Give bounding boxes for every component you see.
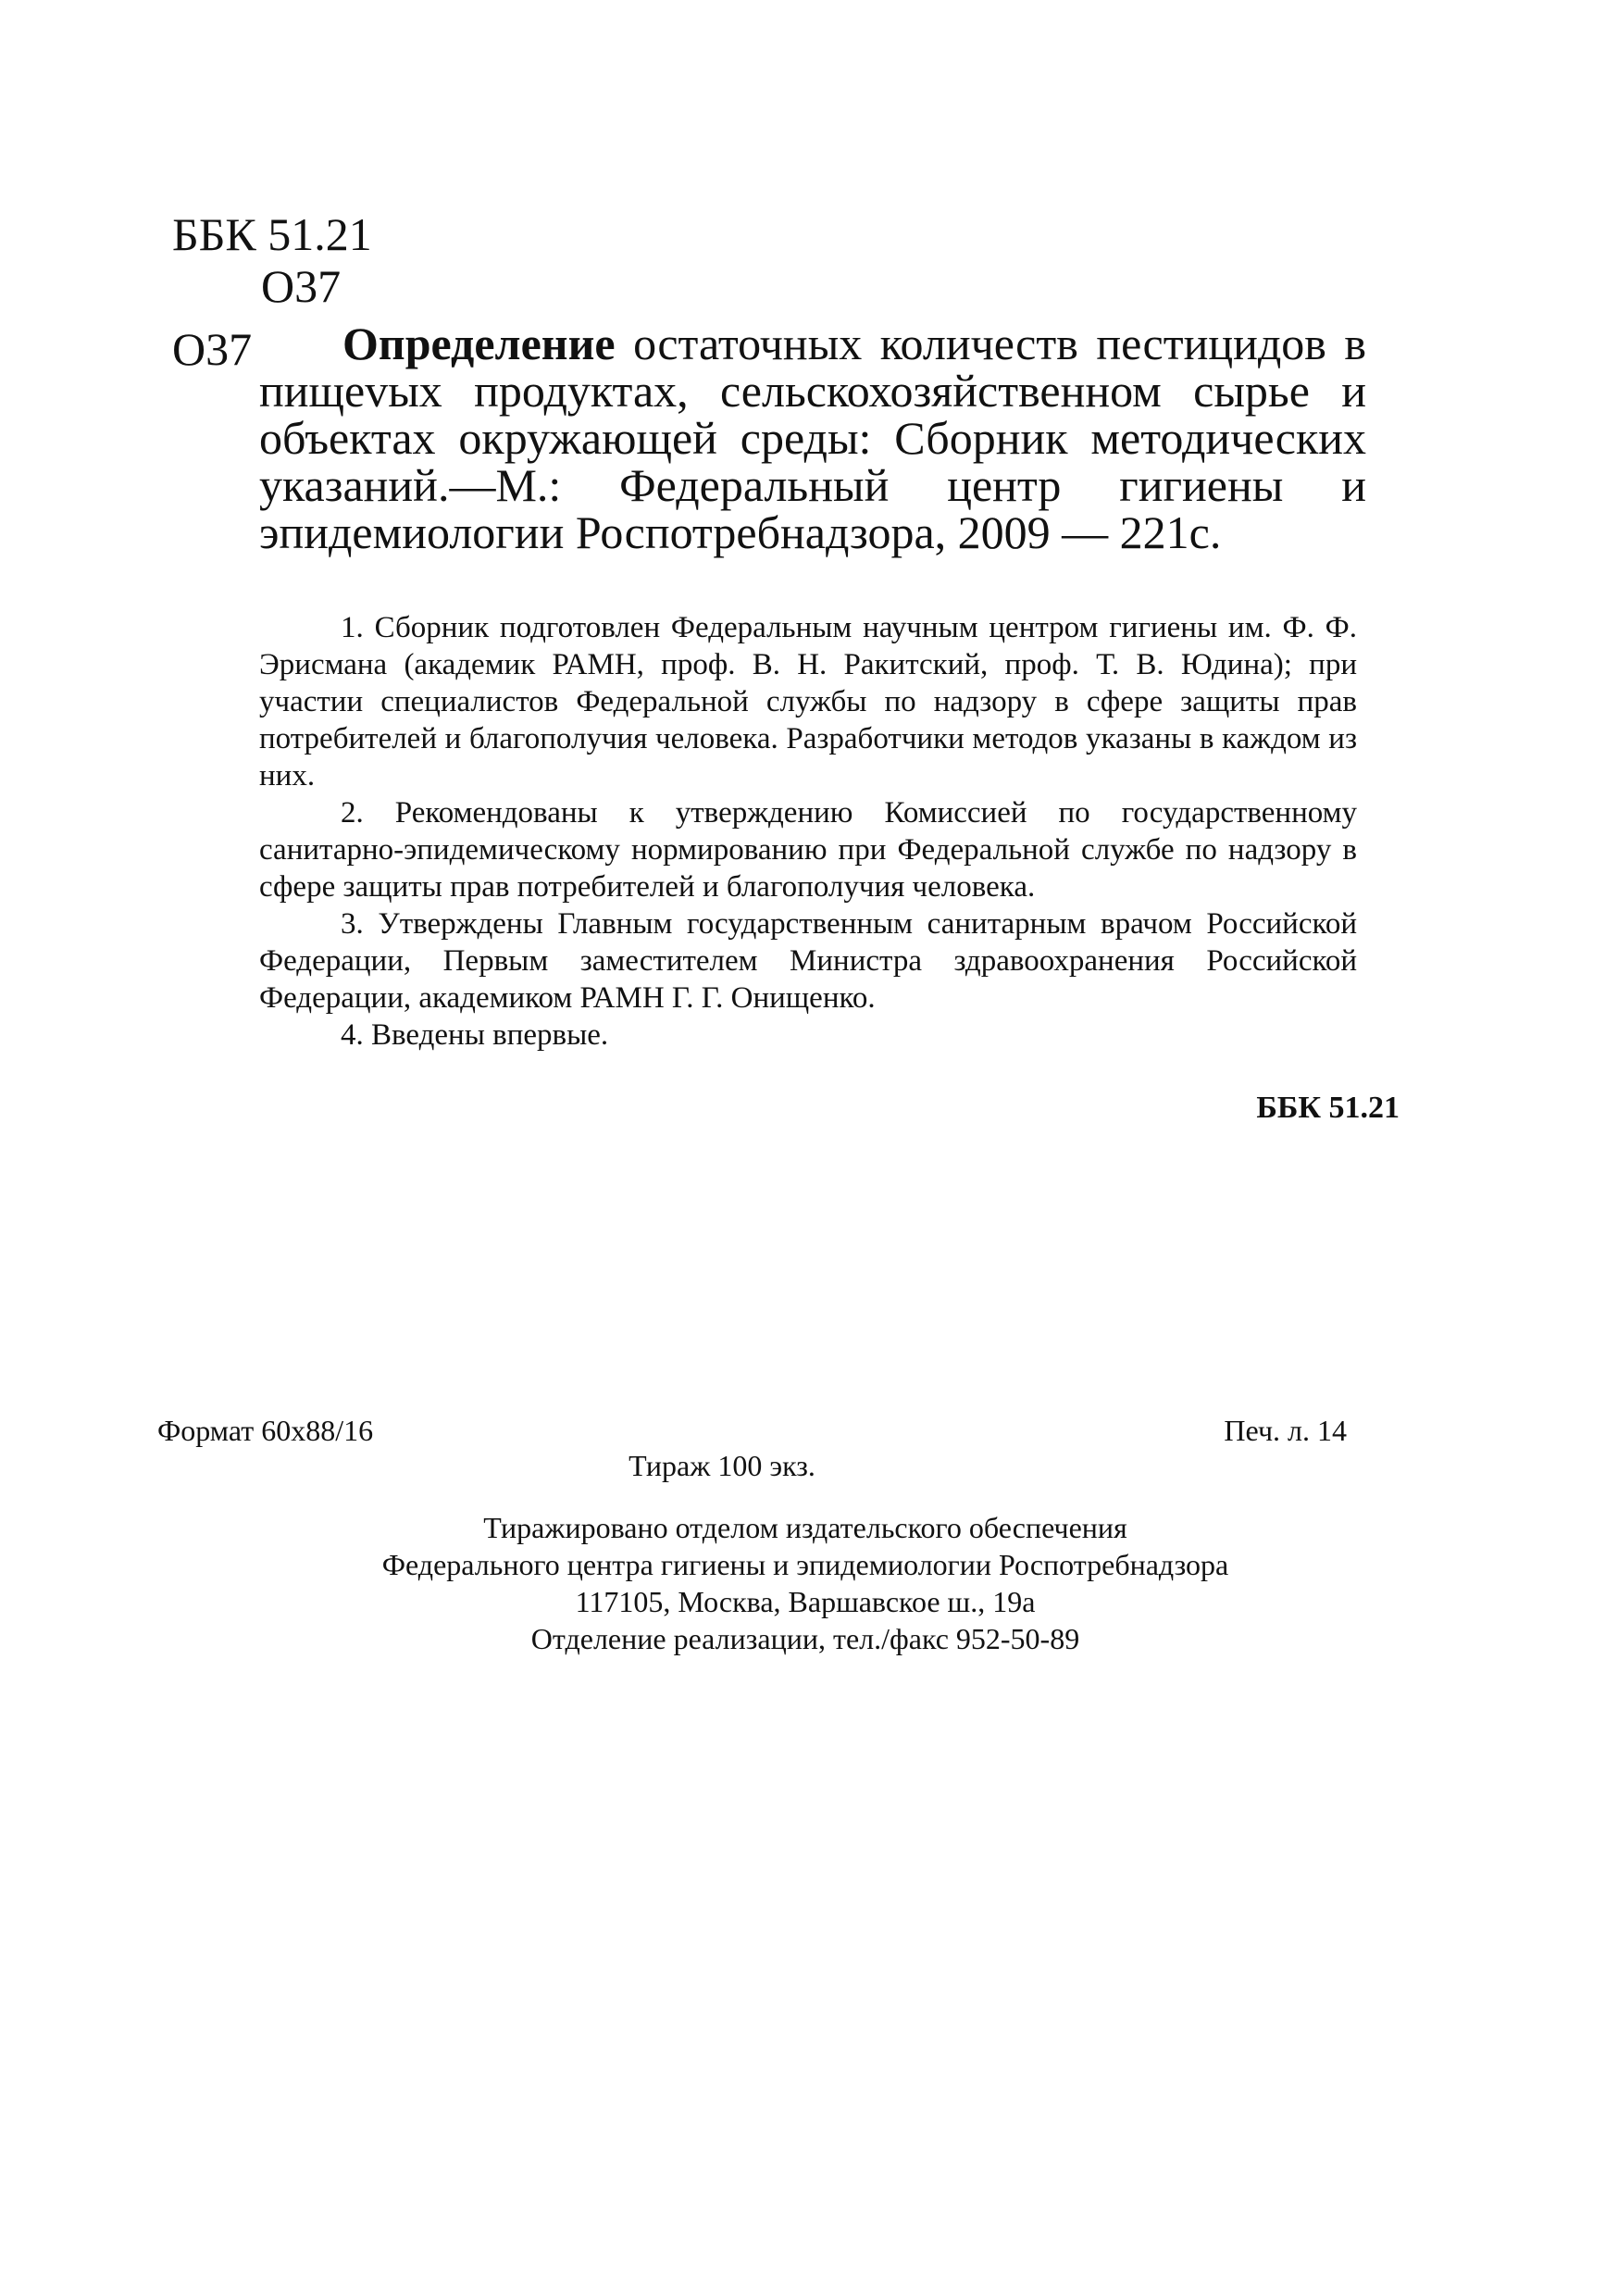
note-item: 1. Сборник подготовлен Федеральным научным центром гигиены им. Ф. Ф. Эрисмана (академик РАМН, проф. В. Н. Ракитский, проф. Т. В. Юдина); при участии специалистов Федеральной службы по надзору в сфере защиты прав потребителей и благополучия человека. Разработчики методов указаны в каждом из них. [259,611,1357,792]
record-code: О37 [172,323,253,375]
publisher-line: Федерального центра гигиены и эпидемиологии Роспотребнадзора [381,1548,1229,1581]
print-run: Тираж 100 экз. [629,1449,815,1482]
bibliographic-rest: остаточных количеств пестицидов в пищеvых продуктах, сельскохозяйственном сырье и объектах окружающей среды: Сборник методических указаний.—М.: Федеральный центр гигиены и эпидемиологии Роспотребнадзора, 2009 — 221с. [259,318,1366,558]
bbk-index-bottom: ББК 51.21 [1256,1091,1400,1125]
note-item: 4. Введены впервые. [341,1018,609,1052]
bbk-index-top: ББК 51.21 [172,208,372,260]
author-code-top: О37 [261,260,342,312]
publisher-line: Тиражировано отделом издательского обеспечения [483,1511,1127,1544]
publisher-address: 117105, Москва, Варшавское ш., 19а [575,1585,1036,1618]
printed-sheets: Печ. л. 14 [1224,1414,1347,1447]
note-item: 3. Утверждены Главным государственным санитарным врачом Российской Федерации, Первым заместителем Министра здравоохранения Российской Федерации, академиком РАМН Г. Г. Онищенко. [259,907,1357,1015]
publisher-info [268,1509,1342,1657]
note-item: 2. Рекомендованы к утверждению Комиссией по государственному санитарно-эпидемическому нормированию при Федеральной службе по надзору в сфере защиты прав потребителей и благополучия человека. [259,796,1357,904]
format-info: Формат 60х88/16 [157,1414,374,1447]
notes-list [259,609,1357,1054]
title-word: Определение [342,318,616,369]
bibliographic-description [259,320,1366,556]
publisher-contact: Отделение реализации, тел./факс 952-50-89 [530,1622,1080,1655]
